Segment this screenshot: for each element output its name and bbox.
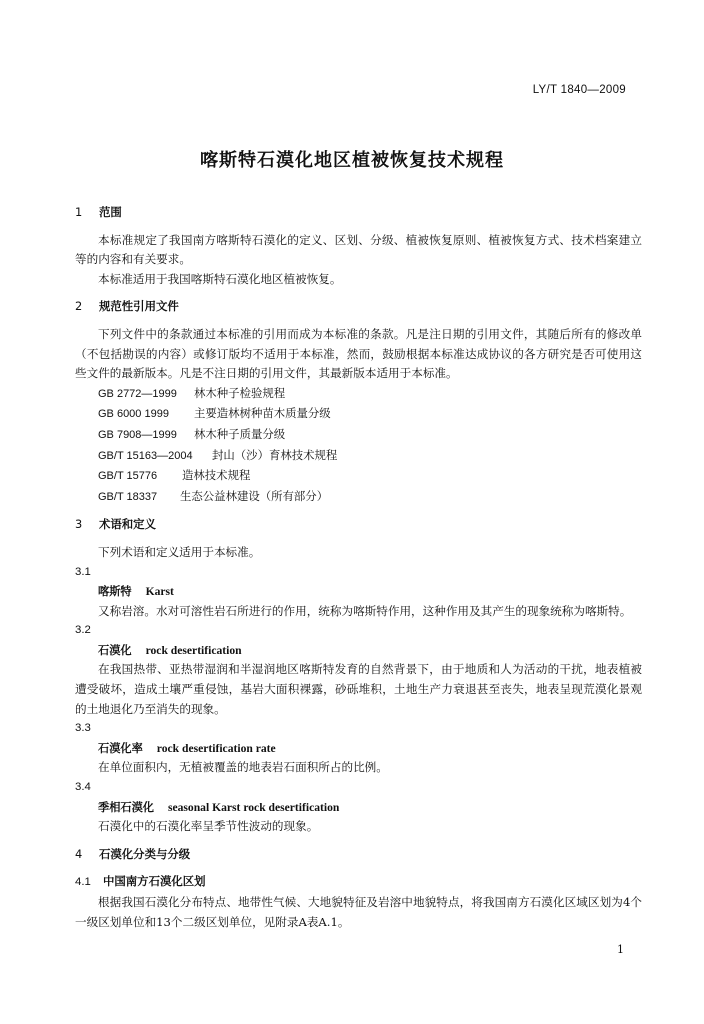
term-definition: 又称岩溶。水对可溶性岩石所进行的作用，统称为喀斯特作用，这种作用及其产生的现象统称为喀斯特。 [98, 603, 632, 618]
term-chinese: 石漠化率 [98, 741, 143, 755]
reference-code: GB/T 18337 [98, 490, 158, 503]
section-title: 石漠化分类与分级 [99, 846, 191, 861]
term-heading [75, 641, 642, 661]
standard-code: LY/T 1840—2009 [532, 84, 626, 96]
clause-number: 3.3 [75, 722, 91, 735]
term-definition: 在单位面积内，无植被覆盖的地表岩石面积所占的比例。 [98, 760, 388, 775]
reference-title: 林木种子质量分级 [194, 426, 286, 441]
subsection-4-1-heading [75, 872, 642, 893]
term-heading [75, 582, 642, 602]
reference-item [75, 404, 642, 425]
section-4-heading [75, 845, 642, 865]
section-3-heading [75, 515, 642, 535]
reference-item [75, 384, 642, 405]
terms-intro: 下列术语和定义适用于本标准。 [98, 544, 261, 559]
scope-paragraph-2: 本标准适用于我国喀斯特石漠化地区植被恢复。 [98, 271, 342, 286]
document-body [75, 203, 642, 932]
section-1-heading [75, 203, 642, 223]
subsection-number: 4.1 [75, 876, 91, 889]
reference-item [75, 425, 642, 446]
reference-title: 封山（沙）育林技术规程 [212, 447, 338, 462]
reference-item [75, 487, 642, 508]
reference-item [75, 446, 642, 467]
section-number: 1 [75, 205, 83, 219]
reference-title: 林木种子检验规程 [194, 385, 286, 400]
clause-number: 3.1 [75, 565, 91, 578]
term-english: seasonal Karst rock desertification [167, 800, 340, 814]
reference-code: GB/T 15776 [98, 470, 158, 483]
clause-number: 3.4 [75, 781, 91, 794]
document-title: 喀斯特石漠化地区植被恢复技术规程 [200, 150, 504, 171]
term-definition: 在我国热带、亚热带湿润和半湿润地区喀斯特发育的自然背景下，由于地质和人为活动的干扰，地表植被遭受破坏，造成土壤严重侵蚀，基岩大面积裸露，砂砾堆积，土地生产力衰退甚至丧失，地表呈现荒漠化景观的土地退化乃至消失的现象。 [75, 662, 642, 716]
section-number: 3 [75, 517, 83, 532]
clause-number: 3.2 [75, 624, 91, 637]
reference-code: GB 2772—1999 [98, 387, 177, 400]
term-chinese: 石漠化 [98, 643, 132, 657]
reference-title: 主要造林树种苗木质量分级 [194, 406, 331, 421]
references-paragraph: 下列文件中的条款通过本标准的引用而成为本标准的条款。凡是注日期的引用文件，其随后所有的修改单（不包括勘误的内容）或修订版均不适用于本标准，然而，鼓励根据本标准达成协议的各方研究是否可使用这些文件的最新版本。凡是不注日期的引用文件，其最新版本适用于本标准。 [75, 326, 642, 381]
reference-code: GB 7908—1999 [98, 428, 177, 441]
reference-title: 生态公益林建设（所有部分） [180, 488, 329, 503]
term-definition: 石漠化中的石漠化率呈季节性波动的现象。 [98, 819, 319, 834]
term-chinese: 喀斯特 [98, 585, 132, 599]
term-heading [75, 739, 642, 759]
scope-paragraph-1: 本标准规定了我国南方喀斯特石漠化的定义、区划、分级、植被恢复原则、植被恢复方式、技术档案建立等的内容和有关要求。 [75, 232, 642, 267]
section-number: 4 [75, 846, 83, 861]
reference-code: GB/T 15163—2004 [98, 449, 193, 462]
section-title: 范围 [99, 205, 122, 219]
reference-item [75, 466, 642, 487]
term-english: rock desertification rate [156, 741, 276, 755]
term-chinese: 季相石漠化 [98, 800, 154, 814]
reference-title: 造林技术规程 [182, 468, 251, 483]
section-2-heading [75, 297, 642, 317]
term-english: Karst [145, 585, 174, 599]
section-title: 规范性引用文件 [99, 299, 179, 314]
section-title: 术语和定义 [99, 517, 156, 532]
page-number: 1 [617, 943, 624, 956]
term-english: rock desertification [145, 643, 242, 657]
reference-code: GB 6000 1999 [98, 408, 169, 421]
section-number: 2 [75, 299, 83, 314]
regionalization-paragraph: 根据我国石漠化分布特点、地带性气候、大地貌特征及岩溶中地貌特点，将我国南方石漠化区域区划为4个一级区划单位和13个二级区划单位，见附录A表A.1。 [75, 895, 642, 929]
subsection-title: 中国南方石漠化区划 [103, 874, 206, 889]
term-heading [75, 798, 642, 818]
